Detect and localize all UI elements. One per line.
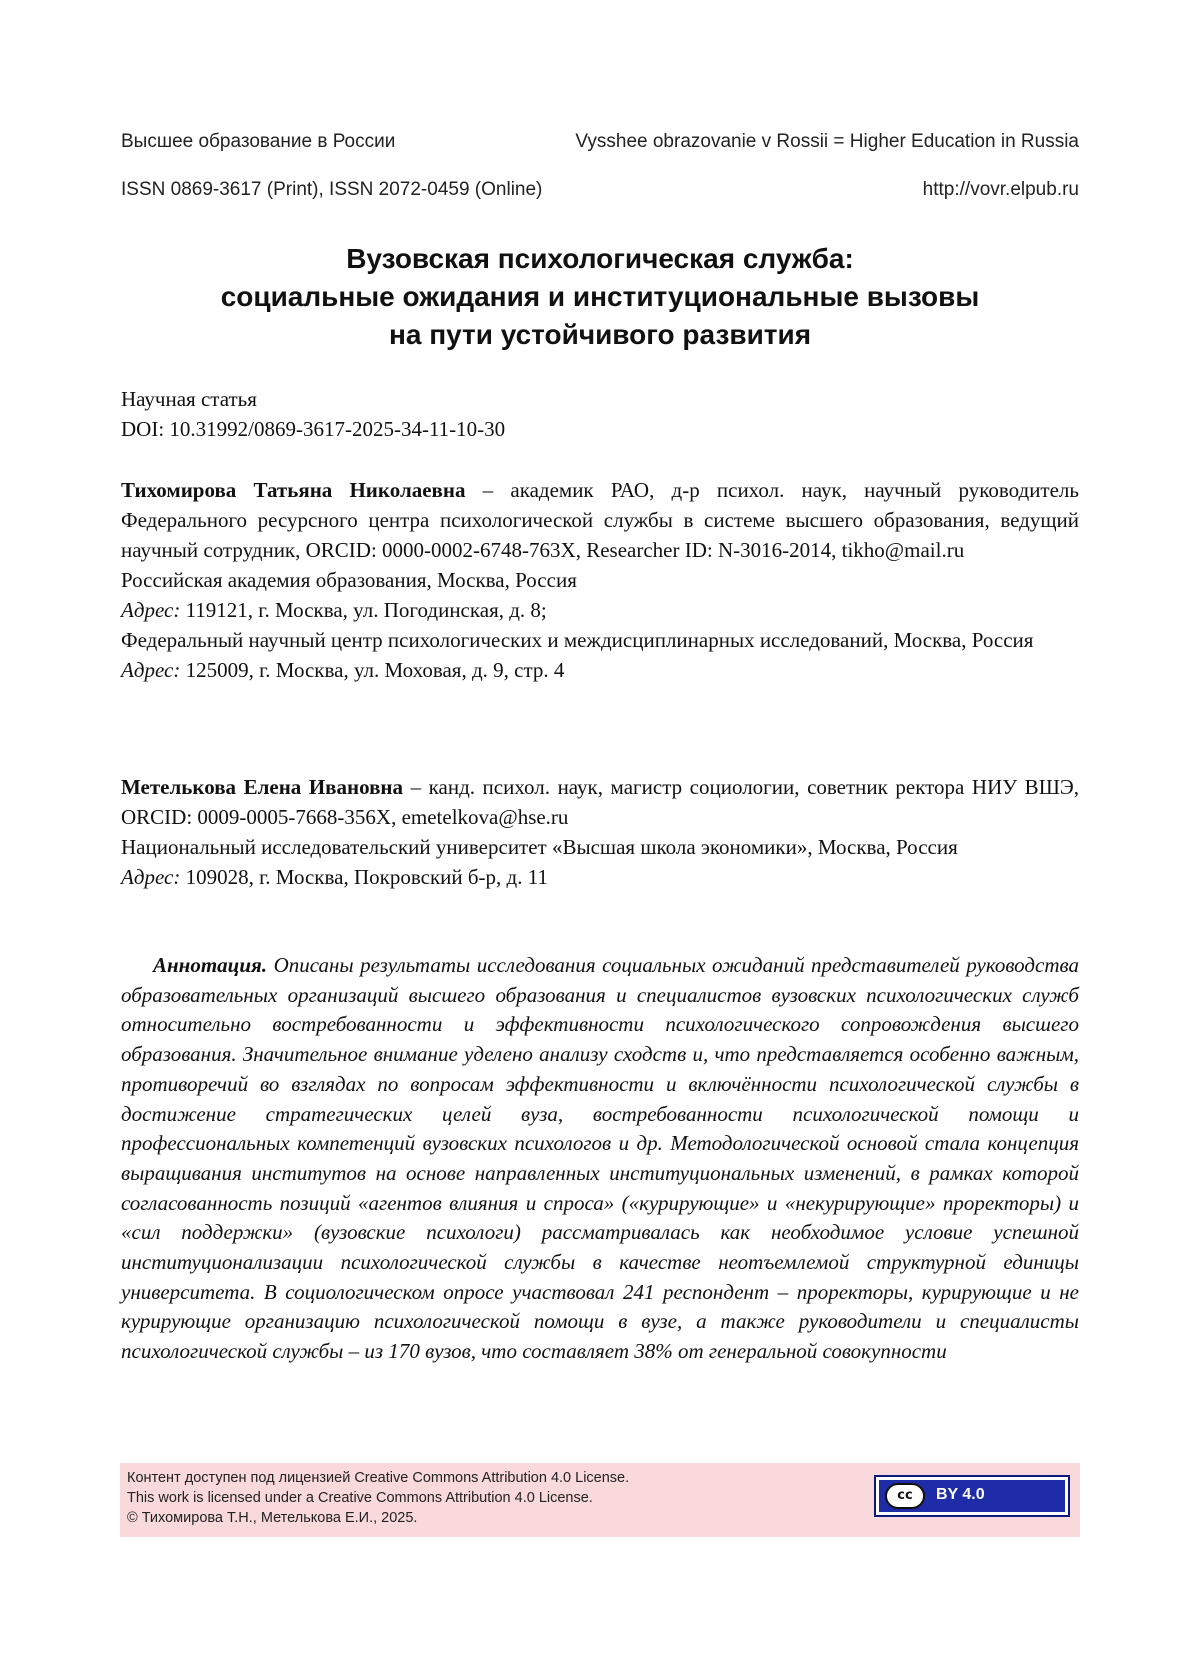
author-affiliation: Федеральный научный центр психологических и междисциплинарных исследований, Москва, Россия: [121, 628, 1034, 652]
author-block-1: [121, 475, 1079, 685]
author-address: [121, 862, 1079, 892]
license-line-ru: Контент доступен под лицензией Creative Commons Attribution 4.0 License.: [127, 1470, 630, 1486]
issn: ISSN 0869-3617 (Print), ISSN 2072-0459 (Online): [121, 179, 543, 200]
author-name: Тихомирова Татьяна Николаевна: [121, 478, 466, 502]
author-affiliation: Российская академия образования, Москва, Россия: [121, 568, 577, 592]
address-label: Адрес:: [121, 865, 181, 889]
address-label: Адрес:: [121, 598, 181, 622]
article-title: [100, 240, 1100, 354]
abstract-label: Аннотация.: [153, 953, 268, 977]
article-type: Научная статья: [121, 387, 257, 411]
journal-title-ru: Высшее образование в России: [121, 131, 396, 152]
license-line-en: This work is licensed under a Creative Commons Attribution 4.0 License.: [127, 1490, 593, 1506]
doi[interactable]: DOI: 10.31992/0869-3617-2025-34-11-10-30: [121, 417, 506, 441]
license-box: [120, 1463, 1080, 1537]
abstract-text: Описаны результаты исследования социальных ожиданий представителей руководства образовательных организаций высшего образования и специалистов вузовских психологических служб относительно востребованности и эффективности психологического сопровождения высшего образования. Значительное внимание уделено анализу сходств и, что представляется особенно важным, противоречий во взглядах по вопросам эффективности и включённости психологической службы в достижение стратегических целей вуза, востребованности психологической помощи и профессиональных компетенций вузовских психологов и др. Методологической основой стала концепция выращивания институтов на основе направленных институциональных изменений, в рамках которой согласованность позиций «агентов влияния и спроса» («курирующие» и «некурирующие» проректоры) и «сил поддержки» (вузовские психологи) рассматривалась как необходимое условие успешной институционализации психологической службы в качестве неотъемлемой структурной единицы университета. В социологическом опросе участвовал 241 респондент – проректоры, курирующие и не курирующие организацию психологической помощи в вузе, а также руководители и специалисты психологической службы – из 170 вузов, что составляет 38% от генеральной совокупности: [121, 953, 1079, 1364]
author-bio: [121, 475, 1079, 565]
author-affiliation: Национальный исследовательский университет «Высшая школа экономики», Москва, Россия: [121, 835, 958, 859]
creative-commons-icon: cc: [885, 1483, 925, 1509]
author-description: – канд. психол. наук, магистр социологии, советник ректора НИУ ВШЭ, ORCID: 0009-0005-7668-356X, emetelkova@hse.ru: [121, 775, 1079, 829]
cc-by-label: BY 4.0: [936, 1486, 985, 1503]
address-value: 109028, г. Москва, Покровский б-р, д. 11: [180, 865, 548, 889]
abstract: [121, 951, 1079, 1367]
address-value: 119121, г. Москва, ул. Погодинская, д. 8;: [180, 598, 547, 622]
article-title-line-1: Вузовская психологическая служба:: [346, 243, 854, 274]
author-block-2: [121, 772, 1079, 892]
author-description: – академик РАО, д-р психол. наук, научный руководитель Федерального ресурсного центра психологической службы в системе высшего образования, ведущий научный сотрудник, ORCID: 0000-0002-6748-763X, Researcher ID: N-3016-2014, tikho@mail.ru: [121, 478, 1079, 562]
author-bio: [121, 772, 1079, 832]
journal-title-en: Vysshee obrazovanie v Rossii = Higher Education in Russia: [575, 131, 1079, 152]
address-value: 125009, г. Москва, ул. Моховая, д. 9, стр. 4: [180, 658, 565, 682]
journal-url[interactable]: http://vovr.elpub.ru: [922, 179, 1079, 200]
author-name: Метелькова Елена Ивановна: [121, 775, 404, 799]
article-title-line-3: на пути устойчивого развития: [388, 319, 812, 350]
author-address: [121, 655, 1079, 685]
article-meta: [121, 384, 505, 444]
article-title-line-2: социальные ожидания и институциональные вызовы: [220, 281, 980, 312]
cc-by-badge[interactable]: [874, 1475, 1070, 1517]
address-label: Адрес:: [121, 658, 181, 682]
license-text: [127, 1468, 629, 1528]
copyright: © Тихомирова Т.Н., Метелькова Е.И., 2025.: [127, 1510, 418, 1526]
author-address: [121, 595, 1079, 625]
